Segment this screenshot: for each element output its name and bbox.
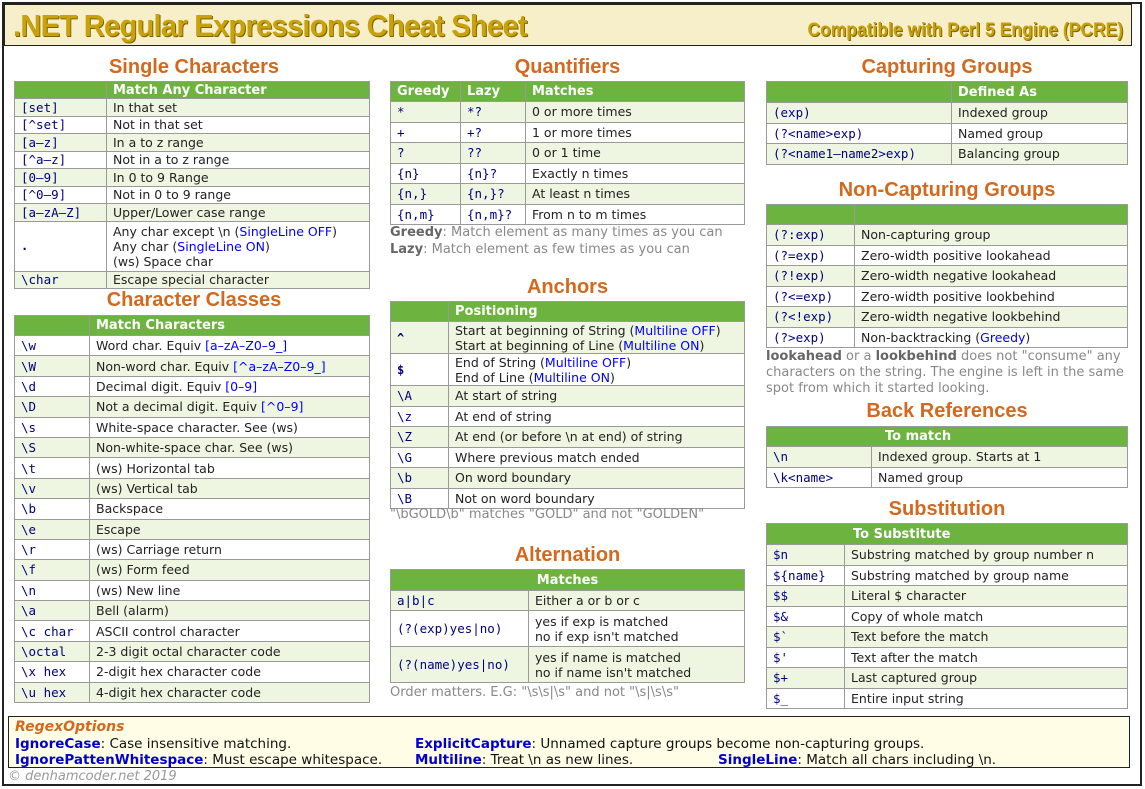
- table-row-code: \G: [391, 447, 449, 468]
- table-row-code: $`: [767, 627, 845, 648]
- greedy-note: Greedy: Match element as many times as you can: [390, 225, 723, 240]
- table-row-desc: Copy of whole match: [845, 606, 1128, 627]
- table-row-code: ${name}: [767, 565, 845, 586]
- table-row: [15, 601, 370, 621]
- back-references-title: Back References: [866, 400, 1028, 422]
- table-row-code: [a–zA–Z]: [15, 204, 107, 222]
- capturing-head: Defined As: [952, 82, 1128, 103]
- table-row-desc: yes if name is matched no if name isn't matched: [529, 647, 745, 683]
- table-row-code: \b: [391, 468, 449, 489]
- header-banner: [4, 4, 1132, 46]
- table-row-desc: At end (or before \n at end) of string: [449, 427, 745, 448]
- alternation-note: Order matters. E.G: "\s\s|\s" and not "\s|\s\s": [390, 685, 679, 700]
- table-row: [15, 682, 370, 702]
- caret-code: ^: [391, 322, 449, 354]
- table-row: [15, 621, 370, 641]
- table-row-code: \A: [391, 386, 449, 407]
- escape-desc: Escape special character: [107, 271, 370, 289]
- table-row-code: [^0–9]: [15, 186, 107, 204]
- table-row-desc: 4-digit hex character code: [90, 682, 370, 702]
- table-row-desc: Text before the match: [845, 627, 1128, 648]
- table-row-code: $&: [767, 606, 845, 627]
- dollar-desc: End of String (Multiline OFF) End of Line (Multiline ON): [449, 354, 745, 386]
- table-row-code: {n,}?: [461, 184, 526, 205]
- table-row-code: \d: [15, 376, 90, 396]
- table-row-desc: 0 or more times: [526, 102, 745, 123]
- anchors-title: Anchors: [526, 276, 609, 298]
- table-row-code: \f: [15, 560, 90, 580]
- table-row-code: (?:exp): [767, 225, 855, 246]
- table-row-code: \v: [15, 478, 90, 498]
- table-row-code: ??: [461, 143, 526, 164]
- table-row: [15, 376, 370, 396]
- table-row-code: $_: [767, 688, 845, 709]
- dot-desc: Any char except \n (SingleLine OFF) Any char (SingleLine ON) (ws) Space char: [107, 221, 370, 271]
- table-row-desc: Last captured group: [845, 668, 1128, 689]
- table-row-code: \B: [391, 488, 449, 509]
- option-explicitcapture: ExplicitCapture: Unnamed capture groups become non-capturing groups.: [415, 736, 925, 752]
- table-row-code: \a: [15, 601, 90, 621]
- table-row-code: (?<name>exp): [767, 123, 952, 144]
- table-row: [15, 662, 370, 682]
- lookaround-note: lookahead or a lookbehind does not "consume" any characters on the string. The engine is left in the same spot from which it started looking.: [766, 349, 1124, 396]
- table-row-desc: Upper/Lower case range: [107, 204, 370, 222]
- table-row-code: (?<!exp): [767, 307, 855, 328]
- table-row-code: \t: [15, 458, 90, 478]
- table-row-code: (?<name1–name2>exp): [767, 144, 952, 165]
- table-row-code: \c char: [15, 621, 90, 641]
- table-row-code: (?>exp): [767, 327, 855, 348]
- table-row-code: \S: [15, 437, 90, 457]
- table-row-desc: Where previous match ended: [449, 447, 745, 468]
- table-row-code: (?!exp): [767, 266, 855, 287]
- table-row-desc: Indexed group. Starts at 1: [872, 447, 1128, 468]
- table-row-desc: (ws) Horizontal tab: [90, 458, 370, 478]
- table-row-code: (?(name)yes|no): [391, 647, 529, 683]
- single-characters-title: Single Characters: [108, 56, 280, 78]
- table-row-desc: Non-word char. Equiv [^a–zA–Z0–9_]: [90, 356, 370, 376]
- alternation-title: Alternation: [514, 544, 621, 566]
- regex-options-box: [8, 716, 1130, 768]
- matches-head: Matches: [526, 82, 745, 102]
- table-row-code: [^set]: [15, 116, 107, 134]
- table-row-desc: At start of string: [449, 386, 745, 407]
- table-row-code: \s: [15, 417, 90, 437]
- table-row-code: \b: [15, 499, 90, 519]
- table-row-code: (?<=exp): [767, 286, 855, 307]
- table-row-desc: Entire input string: [845, 688, 1128, 709]
- table-row: [15, 336, 370, 356]
- table-row: [15, 580, 370, 600]
- capturing-groups-title: Capturing Groups: [861, 56, 1033, 78]
- table-row-desc: Zero-width positive lookbehind: [855, 286, 1128, 307]
- single-head: Match Any Character: [107, 82, 370, 99]
- table-row-code: [a–z]: [15, 134, 107, 152]
- table-row-code: \z: [391, 406, 449, 427]
- quantifiers-title: Quantifiers: [514, 56, 621, 78]
- table-row-code: {n,}: [391, 184, 461, 205]
- option-multiline: Multiline: Treat \n as new lines.: [415, 752, 634, 768]
- table-row-desc: In 0 to 9 Range: [107, 169, 370, 187]
- table-row-code: {n,m}?: [461, 204, 526, 225]
- table-row: [15, 397, 370, 417]
- lazy-head: Lazy: [461, 82, 526, 102]
- table-row-desc: Not on word boundary: [449, 488, 745, 509]
- non-capturing-groups-title: Non-Capturing Groups: [838, 179, 1056, 201]
- table-row: [15, 437, 370, 457]
- classes-head: Match Characters: [90, 316, 370, 336]
- table-row-code: \W: [15, 356, 90, 376]
- lazy-note: Lazy: Match element as few times as you can: [390, 242, 690, 257]
- table-row: [15, 539, 370, 559]
- table-row-desc: (ws) Carriage return: [90, 539, 370, 559]
- table-row-code: {n}: [391, 163, 461, 184]
- table-row: [15, 478, 370, 498]
- table-row-desc: yes if exp is matched no if exp isn't matched: [529, 611, 745, 647]
- table-row-code: \D: [15, 397, 90, 417]
- anchors-table: [390, 301, 745, 509]
- table-row-desc: ASCII control character: [90, 621, 370, 641]
- regex-options-title: RegexOptions: [15, 719, 125, 735]
- page-title: .NET Regular Expressions Cheat Sheet: [13, 8, 527, 43]
- table-row-desc: Text after the match: [845, 647, 1128, 668]
- anchors-note: "\bGOLD\b" matches "GOLD" and not "GOLDEN": [390, 507, 705, 522]
- table-row-desc: Not a decimal digit. Equiv [^0–9]: [90, 397, 370, 417]
- dot-code: .: [15, 221, 107, 271]
- greedy-head: Greedy: [391, 82, 461, 102]
- option-ignorecase: IgnoreCase: Case insensitive matching.: [15, 736, 292, 752]
- table-row-code: [0–9]: [15, 169, 107, 187]
- table-row-desc: Escape: [90, 519, 370, 539]
- character-classes-table: [14, 315, 370, 703]
- table-row: [15, 560, 370, 580]
- table-row-code: $n: [767, 545, 845, 566]
- table-row-code: (exp): [767, 103, 952, 124]
- table-row-desc: 0 or 1 time: [526, 143, 745, 164]
- table-row-desc: Indexed group: [952, 103, 1128, 124]
- table-row-desc: From n to m times: [526, 204, 745, 225]
- table-row-code: \e: [15, 519, 90, 539]
- table-row-desc: Non-capturing group: [855, 225, 1128, 246]
- table-row-desc: Backspace: [90, 499, 370, 519]
- table-row-code: \x hex: [15, 662, 90, 682]
- table-row-desc: Decimal digit. Equiv [0–9]: [90, 376, 370, 396]
- single-characters-table: [14, 81, 370, 289]
- table-row-desc: Balancing group: [952, 144, 1128, 165]
- table-row-code: {n}?: [461, 163, 526, 184]
- copyright-footer: © denhamcoder.net 2019: [8, 769, 177, 784]
- table-row-code: ?: [391, 143, 461, 164]
- table-row-code: [set]: [15, 99, 107, 117]
- table-row-code: \n: [15, 580, 90, 600]
- caret-desc: Start at beginning of String (Multiline OFF) Start at beginning of Line (Multiline ON): [449, 322, 745, 354]
- table-row-desc: Either a or b or c: [529, 591, 745, 611]
- table-row-desc: (ws) Form feed: [90, 560, 370, 580]
- table-row-desc: Not in 0 to 9 range: [107, 186, 370, 204]
- table-row-code: (?=exp): [767, 245, 855, 266]
- table-row-code: $': [767, 647, 845, 668]
- table-row-desc: Named group: [872, 467, 1128, 488]
- table-row-desc: Substring matched by group name: [845, 565, 1128, 586]
- table-row-code: [^a–z]: [15, 151, 107, 169]
- escape-code: \char: [15, 271, 107, 289]
- character-classes-title: Character Classes: [106, 289, 282, 311]
- table-row-desc: On word boundary: [449, 468, 745, 489]
- substitution-table: [766, 523, 1128, 709]
- table-row-code: (?(exp)yes|no): [391, 611, 529, 647]
- table-row-desc: Exactly n times: [526, 163, 745, 184]
- table-row-desc: Not in that set: [107, 116, 370, 134]
- table-row-code: a|b|c: [391, 591, 529, 611]
- table-row-desc: Zero-width positive lookahead: [855, 245, 1128, 266]
- table-row-desc: Bell (alarm): [90, 601, 370, 621]
- table-row: [15, 641, 370, 661]
- table-row: [15, 519, 370, 539]
- table-row-code: *: [391, 102, 461, 123]
- table-row-code: {n,m}: [391, 204, 461, 225]
- alternation-head: Matches: [391, 570, 745, 591]
- table-row-desc: Word char. Equiv [a–zA–Z0–9_]: [90, 336, 370, 356]
- backref-head: To match: [767, 427, 1128, 447]
- table-row-desc: Named group: [952, 123, 1128, 144]
- table-row: [15, 499, 370, 519]
- capturing-groups-table: [766, 81, 1128, 165]
- table-row-desc: (ws) New line: [90, 580, 370, 600]
- table-row-code: \w: [15, 336, 90, 356]
- table-row-code: $$: [767, 586, 845, 607]
- table-row-desc: In a to z range: [107, 134, 370, 152]
- table-row-desc: Non-backtracking (Greedy): [855, 327, 1128, 348]
- table-row-desc: 2-3 digit octal character code: [90, 641, 370, 661]
- compat-subtitle: Compatible with Perl 5 Engine (PCRE): [807, 20, 1123, 41]
- substitution-title: Substitution: [888, 498, 1006, 520]
- table-row-code: \Z: [391, 427, 449, 448]
- table-row-code: +?: [461, 122, 526, 143]
- table-row-desc: 2-digit hex character code: [90, 662, 370, 682]
- quantifiers-table: [390, 81, 745, 225]
- table-row: [15, 417, 370, 437]
- table-row-desc: Zero-width negative lookahead: [855, 266, 1128, 287]
- table-row-desc: Substring matched by group number n: [845, 545, 1128, 566]
- table-row-desc: Literal $ character: [845, 586, 1128, 607]
- table-row-code: \n: [767, 447, 872, 468]
- table-row-desc: White-space character. See (ws): [90, 417, 370, 437]
- table-row-code: \u hex: [15, 682, 90, 702]
- table-row-code: +: [391, 122, 461, 143]
- table-row-code: \k<name>: [767, 467, 872, 488]
- table-row-desc: 1 or more times: [526, 122, 745, 143]
- back-references-table: [766, 426, 1128, 488]
- table-row-desc: Not in a to z range: [107, 151, 370, 169]
- table-row: [15, 356, 370, 376]
- table-row-desc: Zero-width negative lookbehind: [855, 307, 1128, 328]
- table-row-code: *?: [461, 102, 526, 123]
- table-row-desc: At end of string: [449, 406, 745, 427]
- option-ignorepatternwhitespace: IgnorePattenWhitespace: Must escape whitespace.: [15, 752, 383, 768]
- anchors-head: Positioning: [449, 302, 745, 322]
- table-row-code: \r: [15, 539, 90, 559]
- table-row: [15, 458, 370, 478]
- non-capturing-groups-table: [766, 204, 1128, 348]
- alternation-table: [390, 569, 745, 683]
- table-row-desc: Non-white-space char. See (ws): [90, 437, 370, 457]
- dollar-code: $: [391, 354, 449, 386]
- option-singleline: SingleLine: Match all chars including \n.: [718, 752, 997, 768]
- table-row-code: \octal: [15, 641, 90, 661]
- table-row-desc: At least n times: [526, 184, 745, 205]
- table-row-desc: In that set: [107, 99, 370, 117]
- table-row-code: $+: [767, 668, 845, 689]
- table-row-desc: (ws) Vertical tab: [90, 478, 370, 498]
- subst-head: To Substitute: [767, 524, 1128, 545]
